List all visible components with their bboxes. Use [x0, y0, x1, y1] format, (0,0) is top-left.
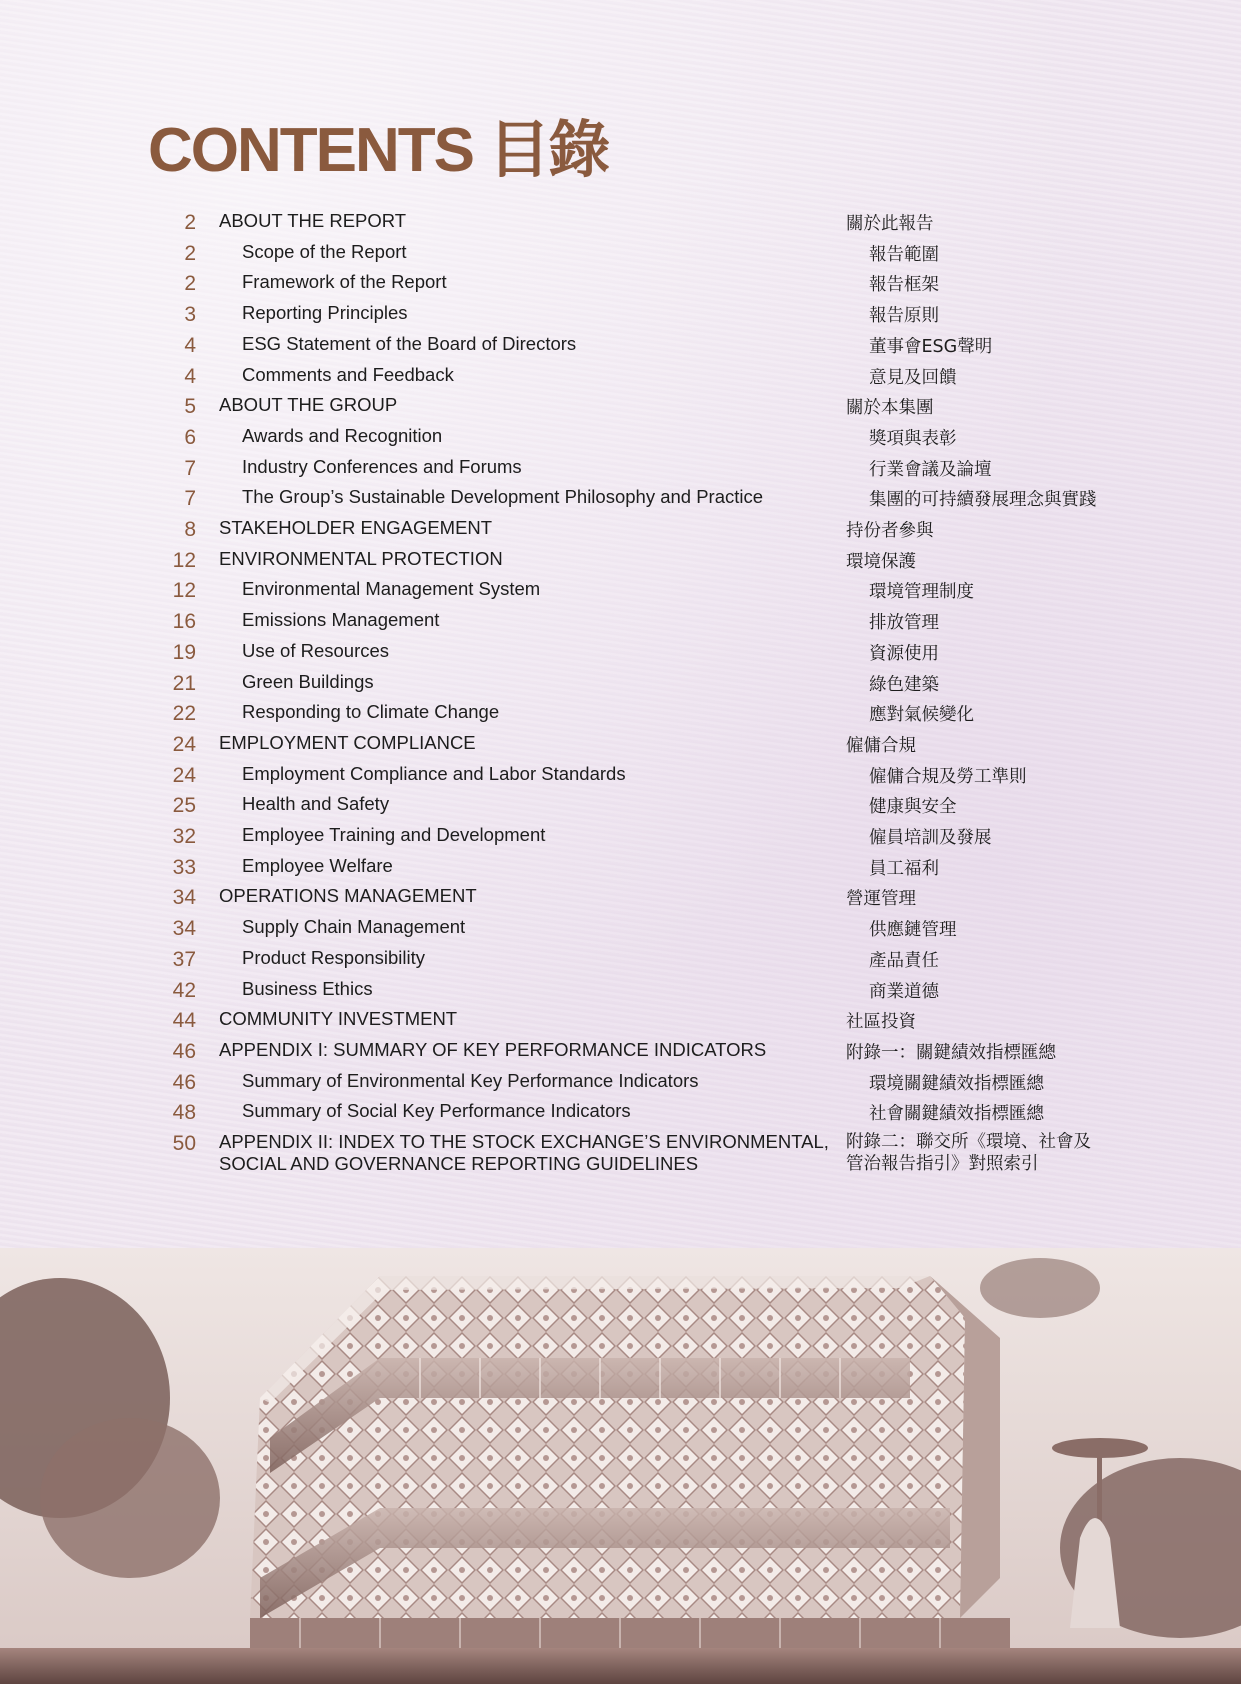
toc-page-number: 4	[184, 334, 196, 357]
toc-page-number: 48	[172, 1101, 196, 1124]
toc-title-english: Awards and Recognition	[242, 425, 443, 446]
toc-title-english: Scope of the Report	[242, 241, 407, 262]
toc-entry[interactable]	[0, 699, 1241, 729]
toc-title-english: ABOUT THE REPORT	[219, 210, 407, 231]
toc-entry[interactable]	[0, 607, 1241, 637]
toc-page-number: 25	[172, 794, 196, 817]
toc-title-english: Summary of Social Key Performance Indicators	[242, 1100, 631, 1121]
toc-title-chinese: 關於本集團	[846, 398, 934, 418]
toc-title-english: ENVIRONMENTAL PROTECTION	[219, 548, 503, 569]
toc-entry[interactable]	[0, 976, 1241, 1006]
toc-entry[interactable]	[0, 1098, 1241, 1128]
toc-title-english: Summary of Environmental Key Performance Indicators	[242, 1070, 699, 1091]
toc-title-chinese: 綠色建築	[869, 675, 939, 695]
toc-title-english: Employment Compliance and Labor Standards	[242, 763, 626, 784]
toc-title-english: Industry Conferences and Forums	[242, 456, 522, 477]
toc-entry[interactable]	[0, 515, 1241, 545]
toc-page-number: 32	[172, 825, 196, 848]
toc-title-chinese: 環境管理制度	[869, 582, 974, 602]
toc-entry[interactable]	[0, 914, 1241, 944]
toc-entry[interactable]	[0, 883, 1241, 913]
toc-entry[interactable]	[0, 423, 1241, 453]
toc-title-chinese: 員工福利	[869, 859, 939, 879]
toc-entry[interactable]	[0, 331, 1241, 361]
toc-title-chinese: 報告範圍	[869, 245, 939, 265]
toc-page-number: 12	[172, 549, 196, 572]
toc-page-number: 22	[172, 702, 196, 725]
toc-page-number: 7	[184, 487, 196, 510]
toc-title-chinese: 關於此報告	[846, 214, 934, 234]
toc-page-number: 46	[172, 1071, 196, 1094]
toc-page-number: 3	[184, 303, 196, 326]
toc-page-number: 37	[172, 948, 196, 971]
toc-title-chinese: 環境保護	[846, 552, 916, 572]
toc-entry[interactable]	[0, 761, 1241, 791]
toc-entry[interactable]	[0, 730, 1241, 760]
toc-page-number: 24	[172, 733, 196, 756]
toc-title-chinese: 獎項與表彰	[869, 429, 957, 449]
toc-page-number: 34	[172, 886, 196, 909]
toc-title-english: Environmental Management System	[242, 578, 541, 599]
toc-page-number: 24	[172, 764, 196, 787]
toc-page-number: 42	[172, 979, 196, 1002]
toc-entry[interactable]	[0, 853, 1241, 883]
toc-page-number: 6	[184, 426, 196, 449]
toc-title-chinese: 附錄一：關鍵績效指標匯總	[846, 1043, 1056, 1063]
toc-title-chinese: 持份者參與	[846, 521, 934, 541]
toc-entry[interactable]	[0, 362, 1241, 392]
toc-title-english: COMMUNITY INVESTMENT	[219, 1008, 458, 1029]
toc-page-number: 4	[184, 365, 196, 388]
toc-title-chinese: 健康與安全	[869, 797, 957, 817]
toc-title-english: APPENDIX I: SUMMARY OF KEY PERFORMANCE INDICATORS	[219, 1039, 767, 1060]
toc-title-chinese: 附錄二：聯交所《環境、社會及 管治報告指引》對照索引	[846, 1132, 1091, 1174]
toc-page-number: 12	[172, 579, 196, 602]
toc-title-english: The Group’s Sustainable Development Philosophy and Practice	[242, 486, 764, 507]
toc-title-english: ESG Statement of the Board of Directors	[242, 333, 577, 354]
toc-page-number: 33	[172, 856, 196, 879]
toc-title-english: Employee Welfare	[242, 855, 393, 876]
toc-entry[interactable]	[0, 822, 1241, 852]
toc-page-number: 7	[184, 457, 196, 480]
toc-entry[interactable]	[0, 454, 1241, 484]
toc-title-english: Supply Chain Management	[242, 916, 466, 937]
toc-title-chinese: 社區投資	[846, 1012, 916, 1032]
toc-entry[interactable]	[0, 945, 1241, 975]
toc-entry[interactable]	[0, 1037, 1241, 1067]
toc-title-english: ABOUT THE GROUP	[219, 394, 398, 415]
toc-title-english: EMPLOYMENT COMPLIANCE	[219, 732, 476, 753]
toc-title-english: Reporting Principles	[242, 302, 408, 323]
toc-title-chinese: 營運管理	[846, 889, 916, 909]
toc-page-number: 8	[184, 518, 196, 541]
toc-entry[interactable]	[0, 208, 1241, 238]
toc-entry[interactable]	[0, 1129, 1241, 1177]
toc-title-chinese: 產品責任	[869, 951, 939, 971]
toc-page-number: 5	[184, 395, 196, 418]
toc-page-number: 44	[172, 1009, 196, 1032]
toc-title-chinese: 應對氣候變化	[869, 705, 974, 725]
page-title: CONTENTS 目錄	[148, 116, 609, 185]
toc-page-number: 21	[172, 672, 196, 695]
toc-title-english: Business Ethics	[242, 978, 373, 999]
toc-entry[interactable]	[0, 300, 1241, 330]
toc-title-chinese: 報告原則	[869, 306, 939, 326]
toc-entry[interactable]	[0, 669, 1241, 699]
toc-title-english: Responding to Climate Change	[242, 701, 500, 722]
toc-entry[interactable]	[0, 392, 1241, 422]
toc-entry[interactable]	[0, 576, 1241, 606]
toc-title-chinese: 環境關鍵績效指標匯總	[869, 1074, 1044, 1094]
toc-title-chinese: 行業會議及論壇	[869, 460, 992, 480]
toc-title-chinese: 供應鏈管理	[869, 920, 957, 940]
toc-title-chinese: 商業道德	[869, 982, 939, 1002]
toc-entry[interactable]	[0, 269, 1241, 299]
toc-title-english: Product Responsibility	[242, 947, 426, 968]
toc-entry[interactable]	[0, 546, 1241, 576]
toc-title-chinese: 報告框架	[869, 275, 939, 295]
toc-entry[interactable]	[0, 638, 1241, 668]
toc-page-number: 46	[172, 1040, 196, 1063]
toc-page-number: 19	[172, 641, 196, 664]
toc-page-number: 2	[184, 211, 196, 234]
toc-title-chinese: 僱傭合規	[846, 736, 916, 756]
toc-title-english: Emissions Management	[242, 609, 440, 630]
toc-title-chinese: 僱員培訓及發展	[869, 828, 992, 848]
toc-entry[interactable]	[0, 1006, 1241, 1036]
toc-entry[interactable]	[0, 1068, 1241, 1098]
toc-entry[interactable]	[0, 484, 1241, 514]
toc-page-number: 16	[172, 610, 196, 633]
toc-title-chinese: 資源使用	[869, 644, 939, 664]
toc-title-english: Use of Resources	[242, 640, 390, 661]
toc-entry[interactable]	[0, 239, 1241, 269]
toc-page-number: 34	[172, 917, 196, 940]
toc-title-chinese: 社會關鍵績效指標匯總	[869, 1104, 1044, 1124]
toc-title-chinese: 僱傭合規及勞工準則	[869, 767, 1027, 787]
toc-page-number: 2	[184, 272, 196, 295]
toc-title-chinese: 集團的可持續發展理念與實踐	[869, 490, 1097, 510]
toc-title-english: Comments and Feedback	[242, 364, 454, 385]
toc-title-english: Framework of the Report	[242, 271, 447, 292]
toc-title-chinese: 意見及回饋	[869, 368, 957, 388]
toc-title-english: STAKEHOLDER ENGAGEMENT	[219, 517, 493, 538]
building-photo	[0, 1248, 1241, 1684]
toc-title-chinese: 董事會ESG聲明	[869, 337, 993, 357]
toc-title-english: Green Buildings	[242, 671, 374, 692]
toc-entry[interactable]	[0, 791, 1241, 821]
toc-title-english: Health and Safety	[242, 793, 390, 814]
toc-title-english: Employee Training and Development	[242, 824, 546, 845]
toc-page-number: 2	[184, 242, 196, 265]
toc-title-english: OPERATIONS MANAGEMENT	[219, 885, 477, 906]
toc-title-chinese: 排放管理	[869, 613, 939, 633]
toc-title-english: APPENDIX II: INDEX TO THE STOCK EXCHANGE’S ENVIRONMENTAL, SOCIAL AND GOVERNANCE REPORTING GUIDELINES	[219, 1131, 829, 1174]
toc-page-number: 50	[172, 1132, 196, 1155]
